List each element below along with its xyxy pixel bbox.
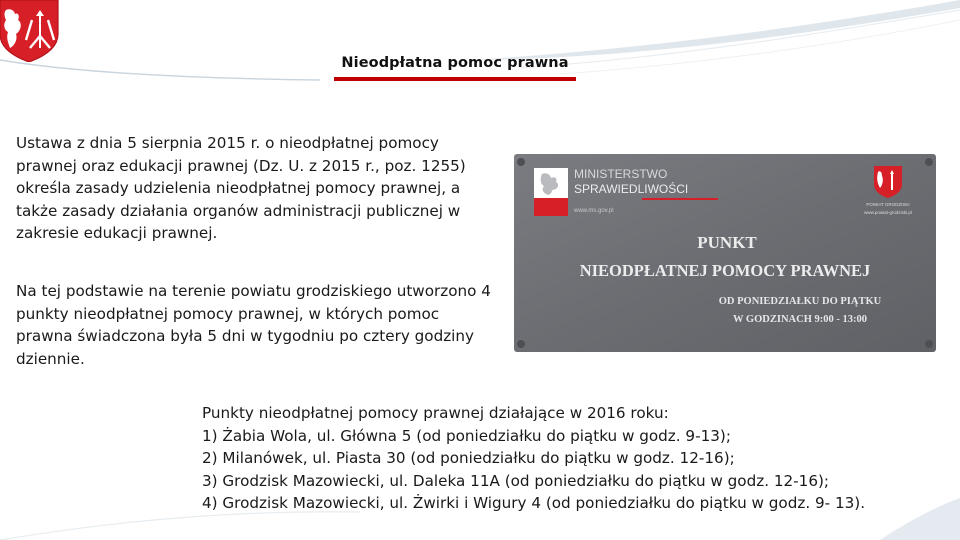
title-underline xyxy=(334,77,576,81)
county-crest-logo xyxy=(0,0,64,62)
plaque-photo xyxy=(514,154,936,352)
points-list xyxy=(202,402,942,515)
points-paragraph: Na tej podstawie na terenie powiatu grodziskiego utworzono 4 punkty nieodpłatnej pomocy prawnej, w których pomoc prawna świadczona była 5 dni w tygodniu po cztery godziny dziennie. xyxy=(16,282,491,368)
ministry-eagle-emblem xyxy=(534,168,568,216)
plaque-heading-2: NIEODPŁATNEJ POMOCY PRAWNEJ xyxy=(579,261,871,280)
screw xyxy=(925,158,933,166)
list-item: 3) Grodzisk Mazowiecki, ul. Daleka 11A (od poniedziałku do piątku w godz. 12-16); xyxy=(202,471,830,490)
plaque-hours-2: W GODZINACH 9:00 - 13:00 xyxy=(733,314,867,325)
top-right-swoosh-line xyxy=(560,20,960,74)
intro-paragraph: Ustawa z dnia 5 sierpnia 2015 r. o nieodpłatnej pomocy prawnej oraz edukacji prawnej (Dz. U. z 2015 r., poz. 1255) określa zasady udzielenia nieodpłatnej pomocy prawnej, a także zasady działania organów administracji publicznej w zakresie edukacji prawnej. xyxy=(16,134,466,243)
plaque-heading-1: PUNKT xyxy=(697,233,757,252)
page-title: Nieodpłatna pomoc prawna xyxy=(341,55,569,71)
top-right-swoosh xyxy=(470,0,960,60)
list-item: 1) Żabia Wola, ul. Główna 5 (od poniedziałku do piątku w godz. 9-13); xyxy=(202,426,731,445)
plaque-ministry-url: www.ms.gov.pl xyxy=(574,208,614,214)
points-list-intro: Punkty nieodpłatnej pomocy prawnej działające w 2016 roku: xyxy=(202,404,669,422)
plaque-hours-1: OD PONIEDZIAŁKU DO PIĄTKU xyxy=(718,296,882,307)
plaque-ministry-line-2: SPRAWIEDLIWOŚCI xyxy=(574,182,689,196)
plaque-county-url: www.powiat-grodziski.pl xyxy=(864,210,912,215)
bottom-swoosh xyxy=(0,512,360,540)
list-item: 4) Grodzisk Mazowiecki, ul. Żwirki i Wigury 4 (od poniedziałku do piątku w godz. 9- 13). xyxy=(202,494,866,513)
left-swoosh xyxy=(0,60,320,80)
ministry-underline xyxy=(642,198,718,200)
list-item: 2) Milanówek, ul. Piasta 30 (od poniedziałku do piątku w godz. 12-16); xyxy=(202,449,735,468)
screw xyxy=(925,340,933,348)
screw xyxy=(517,340,525,348)
page-title-block xyxy=(334,55,576,81)
screw xyxy=(517,158,525,166)
plaque-county-name: POWIAT GRODZISKI xyxy=(866,202,910,207)
plaque-ministry-line-1: MINISTERSTWO xyxy=(574,167,668,181)
